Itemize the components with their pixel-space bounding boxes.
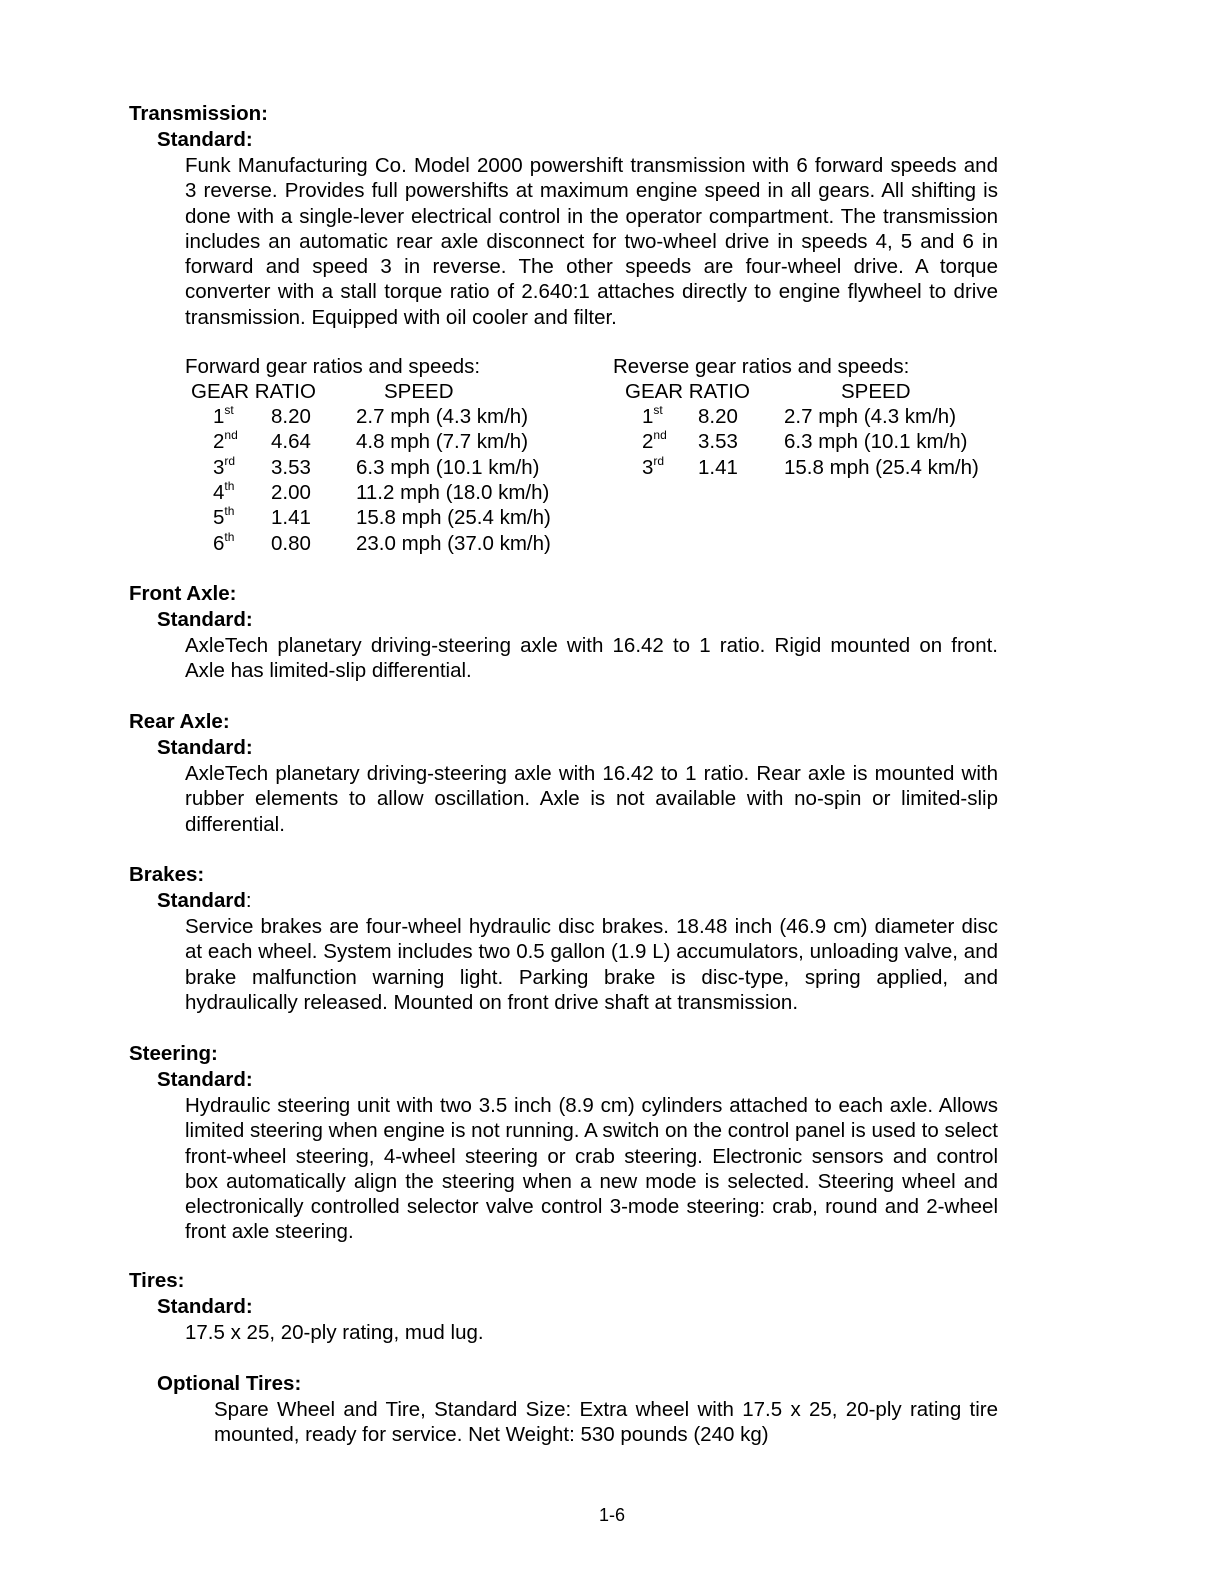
subheading-standard-text: Standard [157,889,246,912]
section-heading-rear-axle: Rear Axle: [129,710,230,733]
reverse-gear-caption: Reverse gear ratios and speeds: [613,355,910,378]
forward-gear-caption: Forward gear ratios and speeds: [185,355,481,378]
gear-ordinal-suffix: rd [224,453,236,468]
gear-speed-value: 15.8 mph (25.4 km/h) [356,506,551,530]
gear-number [213,404,234,429]
subheading-colon: : [245,889,252,912]
gear-ordinal-suffix: st [224,403,234,417]
gear-number-value: 6 [213,531,225,555]
gear-ratio-value: 0.80 [271,531,311,555]
gear-ordinal-suffix: st [653,403,663,417]
gear-number-value: 1 [642,405,654,428]
section-heading-front-axle: Front Axle: [129,582,237,605]
gear-number [213,531,234,556]
gear-speed-value: 23.0 mph (37.0 km/h) [356,531,551,555]
gear-number [642,429,667,454]
section-heading-brakes: Brakes: [129,863,205,886]
gear-ordinal-suffix: th [224,504,235,519]
subheading-standard: Standard: [157,1295,253,1318]
gear-speed-value: 2.7 mph (4.3 km/h) [356,405,529,428]
gear-ordinal-suffix: th [224,478,235,493]
reverse-gear-table [613,354,1013,479]
gear-speed-value: 2.7 mph (4.3 km/h) [784,405,957,428]
gear-number-value: 3 [642,455,654,479]
section-heading-steering: Steering: [129,1042,218,1065]
brakes-paragraph: Service brakes are four-wheel hydraulic disc brakes. 18.48 inch (46.9 cm) diameter disc at each wheel. System includes two 0.5 gallon (1.9 L) accumulators, unloading valve, and brake malfunction warning light. Parking brake is disc-type, spring applied, and hydraulically released. Mounted on front drive shaft at transmission. [185,915,998,1014]
reverse-col-gear-ratio: GEAR RATIO [625,380,750,403]
gear-ratio-value: 8.20 [698,405,738,428]
subheading-standard: Standard: [157,736,253,759]
forward-gear-table [185,354,585,564]
transmission-paragraph: Funk Manufacturing Co. Model 2000 powershift transmission with 6 forward speeds and 3 reverse. Provides full powershifts at maximum engine speed in all gears. All shifting is done with a single-lever electrical control in the operator compartment. The transmission includes an automatic rear axle disconnect for two-wheel drive in speeds 4, 5 and 6 in forward and speed 3 in reverse. The other speeds are four-wheel drive. A torque converter with a stall torque ratio of 2.640:1 attaches directly to engine flywheel to drive transmission. Equipped with oil cooler and filter. [185,154,998,329]
gear-ratio-value: 2.00 [271,480,311,504]
gear-ordinal-suffix: nd [653,428,667,443]
subheading-standard: Standard: [157,128,253,151]
gear-number-value: 3 [213,455,225,479]
gear-ordinal-suffix: nd [224,428,238,443]
gear-speed-value: 6.3 mph (10.1 km/h) [784,430,968,454]
reverse-col-speed: SPEED [841,380,911,403]
gear-speed-value: 11.2 mph (18.0 km/h) [356,480,550,504]
gear-number-value: 5 [213,506,225,530]
section-heading-tires: Tires: [129,1269,185,1292]
gear-ratio-value: 3.53 [271,455,311,479]
forward-col-speed: SPEED [384,380,454,403]
gear-number [642,455,664,480]
gear-number [213,429,238,454]
gear-number [213,480,234,505]
gear-number [213,505,234,530]
gear-ordinal-suffix: rd [653,453,665,468]
subheading-optional-tires: Optional Tires: [157,1372,302,1395]
gear-number-value: 2 [213,430,225,454]
gear-ratio-value: 8.20 [271,405,311,428]
page-number: 1-6 [598,1505,625,1525]
gear-speed-value: 4.8 mph (7.7 km/h) [356,430,529,454]
gear-ratio-value: 1.41 [698,455,738,479]
gear-number [213,455,235,480]
forward-col-gear-ratio: GEAR RATIO [191,380,316,403]
steering-paragraph: Hydraulic steering unit with two 3.5 inch (8.9 cm) cylinders attached to each axle. Allows limited steering when engine is not running. A switch on the control panel is used to select front-wheel steering, 4-wheel steering or crab steering. Electronic sensors and control box automatically align the steering when a new mode is selected. Steering wheel and electronically controlled selector valve control 3-mode steering: crab, round and 2-wheel front axle steering. [185,1094,998,1244]
subheading-standard: Standard: [157,608,253,631]
front-axle-paragraph: AxleTech planetary driving-steering axle with 16.42 to 1 ratio. Rigid mounted on front. Axle has limited-slip differential. [185,634,998,683]
optional-tires-paragraph: Spare Wheel and Tire, Standard Size: Extra wheel with 17.5 x 25, 20-ply rating tire mounted, ready for service. Net Weight: 530 pounds (240 kg) [214,1398,998,1447]
gear-number-value: 2 [642,430,654,454]
subheading-standard [157,888,252,913]
gear-number [642,404,663,429]
subheading-standard: Standard: [157,1068,253,1091]
rear-axle-paragraph: AxleTech planetary driving-steering axle with 16.42 to 1 ratio. Rear axle is mounted with rubber elements to allow oscillation. Axle is not available with no-spin or limited-slip differential. [185,762,998,836]
section-heading-transmission: Transmission: [129,102,268,125]
gear-ordinal-suffix: th [224,529,235,544]
gear-number-value: 4 [213,480,225,504]
gear-speed-value: 6.3 mph (10.1 km/h) [356,455,540,479]
gear-ratio-value: 4.64 [271,430,311,454]
gear-speed-value: 15.8 mph (25.4 km/h) [784,455,979,479]
gear-number-value: 1 [213,405,225,428]
tires-paragraph: 17.5 x 25, 20-ply rating, mud lug. [185,1321,484,1344]
gear-ratio-value: 1.41 [271,506,311,530]
gear-ratio-value: 3.53 [698,430,738,454]
